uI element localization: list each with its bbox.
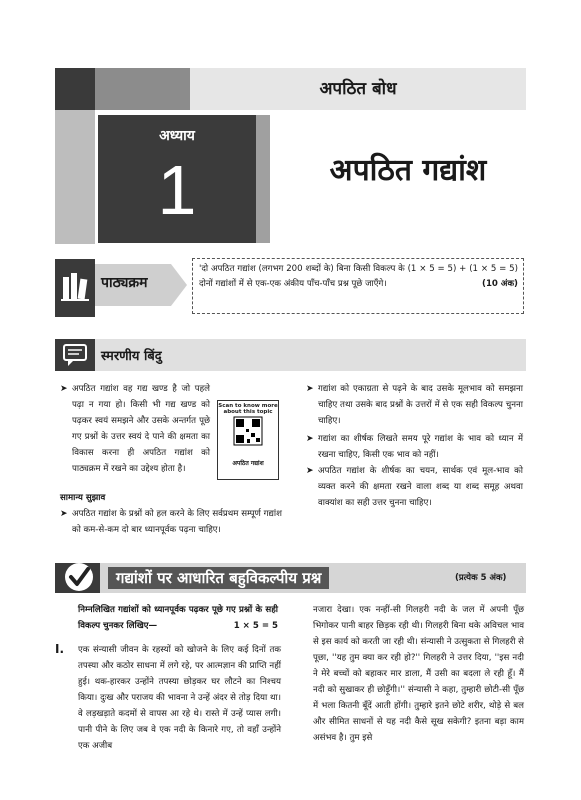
- checkmark-icon: [62, 560, 96, 598]
- syllabus-label: पाठ्यक्रम: [101, 275, 148, 291]
- syllabus-arrow: [171, 264, 187, 306]
- instruction-marks: 1 × 5 = 5: [233, 621, 278, 631]
- remember-point-2: [306, 381, 523, 429]
- syllabus-text: [192, 258, 524, 314]
- point-text: अपठित गद्यांश वह गद्य खण्ड है जो पहले पढ़ा न गया हो। किसी भी गद्य खण्ड को पढ़कर स्वयं समझने और उसके अन्तर्गत पूछे गए प्रश्नों के उत्तर स्वयं दे पाने की क्षमता का विकास करना ही अपठित गद्यांश को पाठ्यक्रम में रखने का उद्देश्य होता है।: [72, 384, 210, 474]
- mcq-instruction: [78, 602, 278, 634]
- remember-title: स्मरणीय बिंदु: [101, 349, 162, 364]
- arrow-bullet-icon: ➤: [60, 384, 68, 394]
- chapter-strip: [55, 110, 95, 244]
- arrow-bullet-icon: ➤: [306, 466, 314, 476]
- syllabus-marks: (10 अंक): [482, 279, 518, 289]
- qr-label: अपठित गद्यांश: [232, 460, 264, 467]
- chapter-label: अध्याय: [159, 128, 195, 144]
- arrow-bullet-icon: ➤: [306, 384, 314, 394]
- suggestion-heading: सामान्य सुझाव: [60, 493, 106, 503]
- header-dark-block: [55, 68, 95, 110]
- qr-code-box: [217, 400, 279, 480]
- point-text: गद्यांश को एकाग्रता से पढ़ने के बाद उसके मूलभाव को समझना चाहिए तथा उसके बाद प्रश्नों के उत्तरों में से एक सही विकल्प चुनना चाहिए।: [318, 384, 523, 426]
- passage-right-column: नजारा देखा। एक नन्हीं-सी गिलहरी नदी के जल में अपनी पूँछ भिगोकर पानी बाहर छिड़क रही थी। गिलहरी बिना थके अविचल भाव से इस कार्य को करती जा रही थी। संन्यासी ने उत्सुकता से गिलहरी से पूछा, ''यह तुम क्या कर रही हो?'' गिलहरी ने उत्तर दिया, ''इस नदी ने मेरे बच्चों को बहाकर मार डाला, मैं उसी का बदला ले रही हूँ। मैं नदी को सुखाकर ही छोड़ूँगी।'' संन्यासी ने कहा, तुम्हारी छोटी-सी पूँछ में भला कितनी बूँदें आती होंगी। तुम्हारे इतने छोटे शरीर, थोड़े से बल और सीमित साधनों से यह नदी कैसे सूख सकेगी? इतना बड़ा काम असंभव है। तुम इसे: [313, 605, 524, 743]
- qr-caption: Scan to know more about this topic: [218, 403, 278, 415]
- suggestion-point-1: [60, 506, 282, 538]
- chapter-title: अपठित गद्यांश: [329, 153, 487, 188]
- qr-code-icon: [218, 415, 278, 455]
- chapter-number: 1: [157, 151, 197, 229]
- point-text: अपठित गद्यांश के शीर्षक का चयन, सार्थक एवं मूल-भाव को व्यक्त करने की क्षमता रखने वाला शब्द या शब्द समूह अथवा वाक्यांश का सही उत्तर चुनना चाहिए।: [318, 466, 523, 508]
- books-icon: [55, 259, 95, 317]
- point-text: अपठित गद्यांश के प्रश्नों को हल करने के लिए सर्वप्रथम सम्पूर्ण गद्यांश को कम-से-कम दो बार ध्यानपूर्वक पढ़ना चाहिए।: [72, 509, 282, 535]
- mcq-marks: (प्रत्येक 5 अंक): [455, 573, 507, 583]
- arrow-bullet-icon: ➤: [60, 509, 68, 519]
- mcq-title: गद्यांशों पर आधारित बहुविकल्पीय प्रश्न: [108, 567, 329, 589]
- remember-point-3: [306, 431, 523, 463]
- instruction-text: निम्नलिखित गद्यांशों को ध्यानपूर्वक पढ़कर पूछे गए प्रश्नों के सही विकल्प चुनकर लिखिए—: [78, 605, 278, 631]
- remember-point-4: [306, 463, 523, 511]
- subject-title: अपठित बोध: [319, 79, 397, 99]
- message-icon: [55, 339, 95, 371]
- passage-numeral: I.: [55, 642, 65, 656]
- passage-left-column: एक संन्यासी जीवन के रहस्यों को खोजने के लिए कई दिनों तक तपस्या और कठोर साधना में लगे रहे, पर आत्मज्ञान की प्राप्ति नहीं हुई। थक-हारकर उन्होंने तपस्या छोड़कर घर लौटने का निश्चय किया। दुःख और पराजय की भावना ने उन्हें अंदर से तोड़ दिया था। वे लड़खड़ाते कदमों से वापस आ रहे थे। रास्ते में उन्हें प्यास लगी। पानी पीने के लिए जब वे एक नदी के किनारे गए, तो वहाँ उन्होंने एक अजीब: [78, 645, 281, 751]
- chapter-side-strip: [256, 115, 270, 243]
- syllabus-body: 'दो अपठित गद्यांश (लगभग 200 शब्दों के) बिना किसी विकल्प के (1 × 5 = 5) + (1 × 5 = 5) दोनों गद्यांशों में से एक-एक अंकीय पाँच-पाँच प्रश्न पूछे जाएँगे।: [199, 264, 518, 289]
- arrow-bullet-icon: ➤: [306, 434, 314, 444]
- point-text: गद्यांश का शीर्षक लिखते समय पूरे गद्यांश के भाव को ध्यान में रखना चाहिए, किसी एक भाव को नहीं।: [318, 434, 523, 460]
- header-mid-block: [95, 68, 190, 110]
